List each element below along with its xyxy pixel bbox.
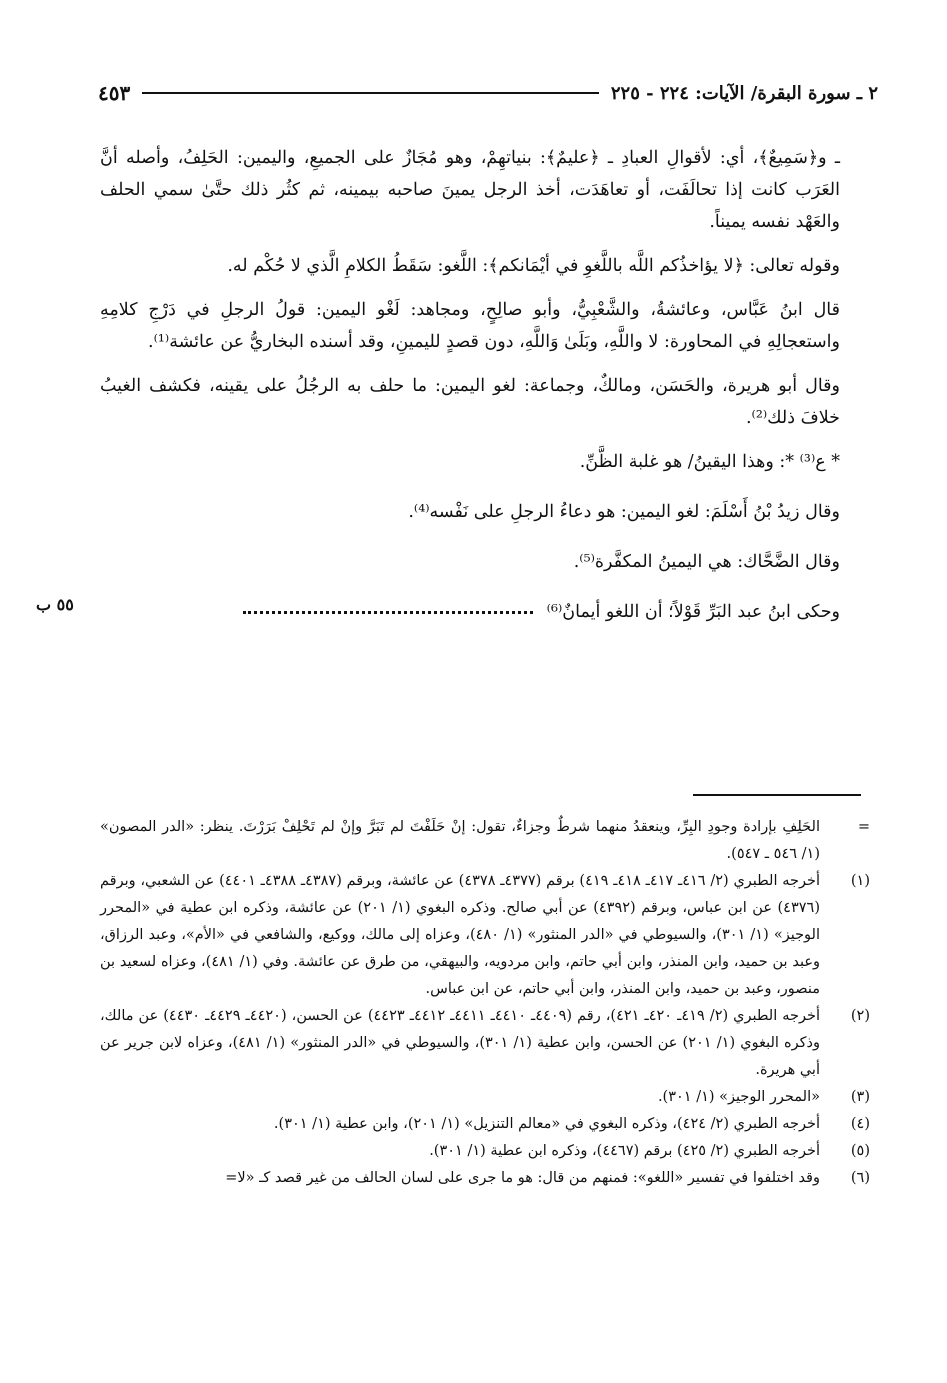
page-number: ٤٥٣ — [98, 81, 131, 105]
footnote-6 — [100, 1165, 870, 1192]
manuscript-folio-note: ٥٥ ب — [36, 595, 74, 614]
footnote-text: «المحرر الوجيز» (١/ ٣٠١). — [657, 1089, 820, 1105]
footnote-text: أخرجه الطبري (٢/ ٤٢٥) برقم (٤٤٦٧)، وذكره ابن عطية (١/ ٣٠١). — [429, 1143, 820, 1159]
footnote-4 — [100, 1111, 870, 1138]
paragraph-laghw-verse: وقوله تعالى: ﴿لا يؤاخذُكم اللَّه باللَّغوِ في أيْمَانكم﴾: اللَّغو: سَقَطُ الكلامِ الَّذي لا حُكْم له. — [227, 256, 840, 276]
paragraph-ibn-abd-al-barr — [100, 596, 840, 628]
footnote-3 — [100, 1084, 870, 1111]
chapter-title: ٢ ـ سورة البقرة/ الآيات: ٢٢٤ - ٢٢٥ — [610, 82, 878, 104]
footnote-mark: (٥) — [850, 1143, 870, 1159]
footnote-mark: (١) — [850, 873, 870, 889]
paragraph-dahhak: وقال الضَّحَّاك: هي اليمينُ المكفَّرة⁽⁵⁾. — [573, 552, 840, 572]
footnote-text: أخرجه الطبري (٢/ ٤١٦ـ ٤١٧ـ ٤١٨ـ ٤١٩) برقم (٤٣٧٧ـ ٤٣٧٨) عن عائشة، وبرقم (٤٣٨٧ـ ٤٣٨٨ـ ٤٤٠١) عن الشعبي، وبرقم (٤٣٧٦) عن ابن عباس، وبرقم (٤٣٩٢) عن أبي صالح. وذكره البغوي (١/ ٢٠١) عن عائشة، وذكره ابن عطية في «المحرر الوجيز» (١/ ٣٠١)، والسيوطي في «الدر المنثور» (١/ ٤٨٠)، وعزاه إلى مالك، ووكيع، والشافعي في «الأم»، وعبد الرزاق، وعبد بن حميد، وابن المنذر، وابن أبي حاتم، وابن مردويه، والبيهقي، من طرق عن عائشة. وفي (١/ ٤٨١)، وعزاه لسعيد بن منصور، وعبد بن حميد، وابن المنذر، وابن أبي حاتم، عن ابن عباس. — [100, 873, 820, 997]
footnote-mark: (٦) — [850, 1170, 870, 1186]
footnote-2 — [100, 1003, 870, 1084]
paragraph-ibn-abd-al-barr-text: وحكى ابنُ عبد البَرِّ قَوْلاً؛ أن اللغو أيمانٌ⁽⁶⁾ — [546, 602, 840, 622]
footnote-1 — [100, 868, 870, 1003]
footnote-continuation — [100, 814, 870, 868]
paragraph-zayd: وقال زيدُ بْنُ أَسْلَمَ: لغو اليمين: هو دعاءُ الرجلِ على نَفْسه⁽⁴⁾. — [408, 502, 840, 522]
header-rule — [142, 92, 599, 94]
running-header — [98, 78, 878, 108]
paragraph-abu-hurayra: وقال أبو هريرة، والحَسَن، ومالكٌ، وجماعة: لغو اليمين: ما حلف به الرجُلُ على يقينه، فكشف الغيبُ خلافَ ذلك⁽²⁾. — [100, 376, 840, 428]
paragraph-ibn-abbas: قال ابنُ عَبَّاس، وعائشةُ، والشَّعْبِيُّ، وأبو صالِحٍ، ومجاهد: لَغْو اليمين: قولُ الرجلِ في دَرْجِ كلامِهِ واستعجالِهِ في المحاورة: لا واللَّهِ، وبَلَىٰ وَاللَّهِ، دون قصدٍ لليمينِ، وقد أسنده البخاريُّ عن عائشة⁽¹⁾. — [100, 300, 840, 352]
footnote-separator — [693, 794, 861, 796]
footnote-mark: (٣) — [850, 1089, 870, 1105]
footnote-5 — [100, 1138, 870, 1165]
footnote-mark: (٤) — [850, 1116, 870, 1132]
footnote-text: أخرجه الطبري (٢/ ٤٢٤)، وذكره البغوي في «معالم التنزيل» (١/ ٢٠١)، وابن عطية (١/ ٣٠١). — [273, 1116, 820, 1132]
footnote-mark: (٢) — [850, 1008, 870, 1024]
dotted-leader — [243, 611, 533, 614]
main-text — [100, 142, 840, 646]
footnote-mark: = — [857, 819, 870, 835]
paragraph-yaqin: * ع⁽³⁾ *: وهذا اليقينُ/ هو غلبة الظَّنِّ. — [579, 452, 840, 472]
footnotes — [100, 814, 870, 1192]
footnote-text: الحَلِفِ بإرادة وجودِ البِرِّ، وينعقدُ منهما شرطٌ وجزاءٌ، تقول: إنْ حَلَفْتَ لم تَبَرَّ وإنْ لم تَحْلِفْ بَرَرْتَ. ينظر: «الدر المصون» (١/ ٥٤٦ ـ ٥٤٧). — [100, 819, 820, 862]
paragraph-samee-aleem: ـ و﴿سَمِيعٌ﴾، أي: لأقوالِ العبادِ ـ ﴿عليمٌ﴾: بنياتهِمْ، وهو مُجَازٌ على الجميعِ، واليمين: الحَلِفُ، وأصله أنَّ العَرَب كانت إذا تحالَفَت، أو تعاهَدَت، أخذ الرجل يمينَ صاحبه بيمينه، ثم كثُر ذلك حتَّىٰ سمي الحلف والعَهْد نفسه يميناً. — [100, 148, 840, 232]
footnote-text: وقد اختلفوا في تفسير «اللغو»: فمنهم من قال: هو ما جرى على لسان الحالف من غير قصد كـ «لا= — [225, 1170, 820, 1186]
footnote-text: أخرجه الطبري (٢/ ٤١٩ـ ٤٢٠ـ ٤٢١)، رقم (٤٤٠٩ـ ٤٤١٠ـ ٤٤١١ـ ٤٤١٢ـ ٤٤٢٣) عن الحسن، (٤٤٢٠ـ ٤٤٢٩ـ ٤٤٣٠) عن مالك، وذكره البغوي (١/ ٢٠١) عن الحسن، وابن عطية (١/ ٣٠١)، والسيوطي في «الدر المنثور» (١/ ٤٨١)، وعزاه لابن جرير عن أبي هريرة. — [100, 1008, 821, 1078]
